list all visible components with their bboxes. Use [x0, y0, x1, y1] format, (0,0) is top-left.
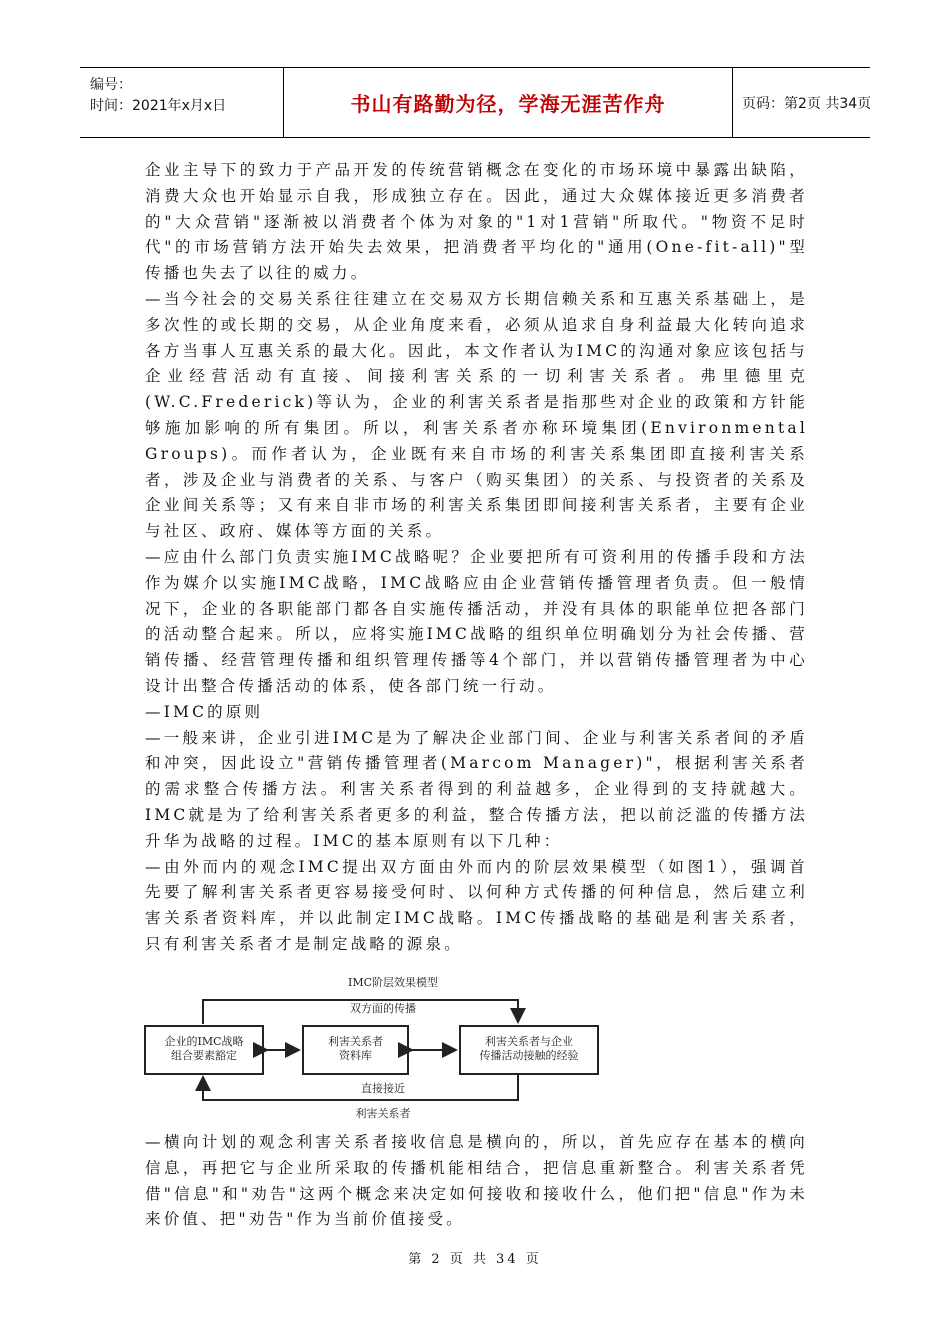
header-motto-cell	[283, 68, 733, 137]
figure-title: IMC阶层效果模型	[347, 976, 439, 989]
document-number-label: 编号：	[90, 77, 132, 93]
page-header	[80, 67, 870, 138]
header-page-info: 页码：第2页 共34页	[742, 95, 872, 112]
header-motto: 书山有路勤为径，学海无涯苦作舟	[350, 92, 666, 116]
page-footer: 第 2 页 共 34 页	[408, 1252, 542, 1267]
paragraph: —应由什么部门负责实施IMC战略呢？企业要把所有可资利用的传播手段和方法作为媒介以实施IMC战略，IMC战略应由企业营销传播管理者负责。但一般情况下，企业的各职能部门都各自实施传播活动，并没有具体的职能单位把各部门的活动整合起来。所以，应将实施IMC战略的组织单位明确划分为社会传播、营销传播、经营管理传播和组织管理传播等4个部门，并以营销传播管理者为中心设计出整合传播活动的体系，使各部门统一行动。	[145, 547, 808, 695]
paragraph: —一般来讲，企业引进IMC是为了解决企业部门间、企业与利害关系者间的矛盾和冲突，因此设立"营销传播管理者(Marcom Manager)"，根据利害关系者的需求整合传播方法。利害关系者得到的利益越多，企业得到的支持就越大。IMC就是为了给利害关系者更多的利益，整合传播方法，把以前泛滥的传播方法升华为战略的过程。IMC的基本原则有以下几种：	[145, 728, 808, 850]
document-body	[145, 158, 808, 958]
header-left-cell	[80, 68, 283, 137]
document-body-after-figure	[145, 1130, 808, 1233]
paragraph: —当今社会的交易关系往往建立在交易双方长期信赖关系和互惠关系基础上，是多次性的或长期的交易，从企业角度来看，必须从追求自身利益最大化转向追求各方当事人互惠关系的最大化。因此，本文作者认为IMC的沟通对象应该包括与企业经营活动有直接、间接利害关系的一切利害关系者。弗里德里克(W.C.Frederick)等认为，企业的利害关系者是指那些对企业的政策和方针能够施加影响的所有集团。所以，利害关系者亦称环境集团(Environmental Groups)。而作者认为，企业既有来自市场的利害关系集团即直接利害关系者，涉及企业与消费者的关系、与客户（购买集团）的关系、与投资者的关系及企业间关系等；又有来自非市场的利害关系集团即间接利害关系者，主要有企业与社区、政府、媒体等方面的关系。	[145, 289, 808, 541]
paragraph: 企业主导下的致力于产品开发的传统营销概念在变化的市场环境中暴露出缺陷，消费大众也开始显示自我，形成独立存在。因此，通过大众媒体接近更多消费者的"大众营销"逐渐被以消费者个体为对象的"1对1营销"所取代。"物资不足时代"的市场营销方法开始失去效果，把消费者平均化的"通用(One-fit-all)"型传播也失去了以往的威力。	[145, 161, 808, 283]
paragraph: —横向计划的观念利害关系者接收信息是横向的，所以，首先应存在基本的横向信息，再把它与企业所采取的传播机能相结合，把信息重新整合。利害关系者凭借"信息"和"劝告"这两个概念来决定如何接收和接收什么，他们把"信息"作为未来价值、把"劝告"作为当前价值接受。	[145, 1133, 808, 1229]
document-date-label: 时间：2021年x月x日	[90, 98, 227, 114]
box-center-label: 利害关系者 资料库	[328, 1035, 383, 1062]
section-heading: —IMC的原则	[145, 702, 264, 721]
top-arrow-label: 双方面的传播	[350, 1002, 416, 1015]
box-right-label: 利害关系者与企业 传播活动接触的经验	[479, 1035, 579, 1062]
bottom-label: 利害关系者	[355, 1107, 411, 1120]
imc-model-figure	[143, 976, 643, 1123]
bottom-arrow-label: 直接接近	[361, 1082, 405, 1095]
paragraph: —由外而内的观念IMC提出双方面由外而内的阶层效果模型（如图1），强调首先要了解利害关系者更容易接受何时、以何种方式传播的何种信息，然后建立利害关系者资料库，并以此制定IMC战略。IMC传播战略的基础是利害关系者，只有利害关系者才是制定战略的源泉。	[145, 857, 808, 953]
box-left-label: 企业的IMC战略 组合要素豁定	[164, 1035, 244, 1062]
header-right-cell	[732, 68, 870, 137]
